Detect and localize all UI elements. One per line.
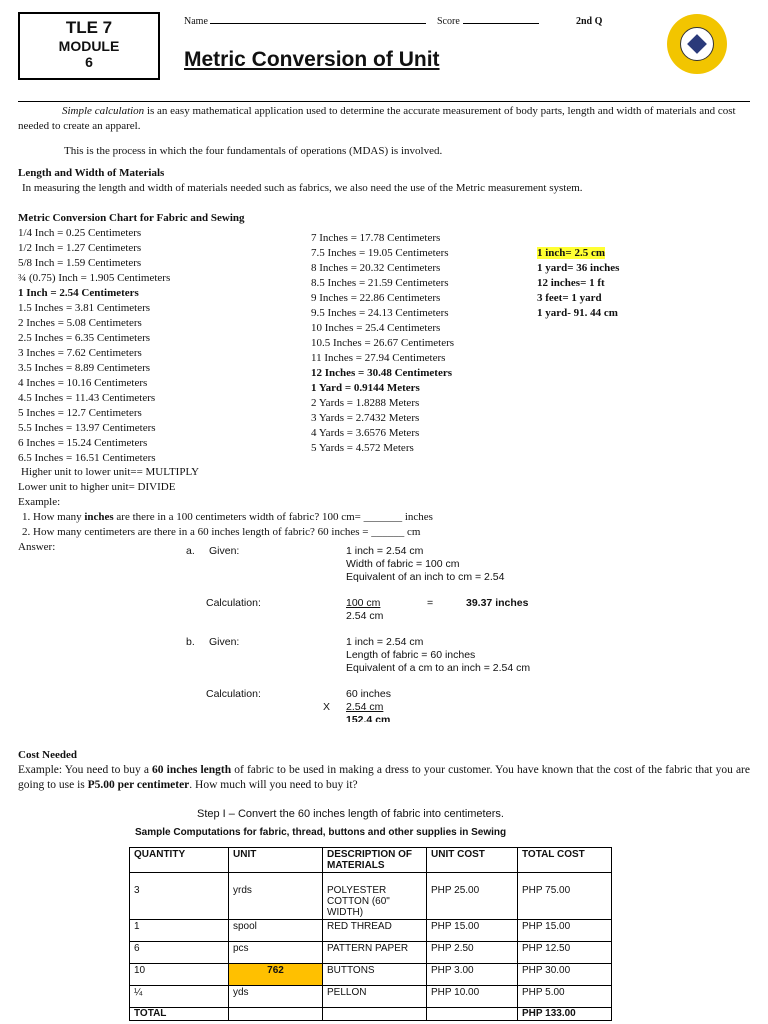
header-quantity: QUANTITY [130,848,229,873]
conversion-line: 11 Inches = 27.94 Centimeters [311,352,446,364]
header-total-cost: TOTAL COST [518,848,612,873]
length-heading: Length and Width of Materials [18,167,165,179]
answer-b-result-clip [340,714,410,722]
conversion-line: 3.5 Inches = 8.89 Centimeters [18,362,151,374]
answer-b-label: b. [186,636,195,648]
header-description: DESCRIPTION OF MATERIALS [323,848,427,873]
name-label: Name [184,16,208,27]
answer-a-label: a. [186,545,195,557]
conversion-line: 6.5 Inches = 16.51 Centimeters [18,452,156,464]
conversion-line: 9.5 Inches = 24.13 Centimeters [311,307,449,319]
answer-b-times: X [323,701,331,713]
conversion-line: 1.5 Inches = 3.81 Centimeters [18,302,151,314]
conversion-line: 5.5 Inches = 13.97 Centimeters [18,422,156,434]
highlighted-conversion: 1 inch= 2.5 cm [537,247,605,259]
conversion-line: 4.5 Inches = 11.43 Centimeters [18,392,156,404]
conversion-line: 5 Yards = 4.572 Meters [311,442,414,454]
conversion-line: 1/2 Inch = 1.27 Centimeters [18,242,142,254]
conversion-line: 2 Inches = 5.08 Centimeters [18,317,142,329]
total-label: TOTAL [130,1008,229,1021]
conversion-line: 1 Inch = 2.54 Centimeters [18,287,139,299]
rule-multiply: Higher unit to lower unit== MULTIPLY [21,466,200,478]
conversion-line: 7 Inches = 17.78 Centimeters [311,232,441,244]
example-question-2: 2. How many centimeters are there in a 60 inches length of fabric? 60 inches = ______ cm [22,526,421,538]
conversion-line: 3 Inches = 7.62 Centimeters [18,347,142,359]
length-text: In measuring the length and width of materials needed such as fabrics, we also need the use of the Metric measurement system. [22,182,583,194]
answer-b-result: 152.4 cm [346,714,391,722]
chart-heading: Metric Conversion Chart for Fabric and Sewing [18,212,245,224]
answer-a-equals: = [427,597,434,609]
intro-text: is an easy mathematical application used to determine the accurate measurement of body parts, length and width of materials and cost needed to create an apparel. [18,105,736,132]
answer-b-multiplier: 2.54 cm [346,701,384,713]
answer-a-given: 1 inch = 2.54 cm Width of fabric = 100 cm Equivalent of an inch to cm = 2.54 [346,545,505,583]
score-label: Score [437,16,460,27]
answer-a-denominator: 2.54 cm [346,610,384,622]
conversion-line: ¾ (0.75) Inch = 1.905 Centimeters [18,272,171,284]
conversion-line: 1 Yard = 0.9144 Meters [311,382,420,394]
intro-paragraph [18,104,750,134]
conversion-line: 5/8 Inch = 1.59 Centimeters [18,257,142,269]
school-seal-icon [667,14,727,74]
answer-a-result: 39.37 inches [466,597,529,609]
cost-table [129,847,612,1021]
score-field [437,16,539,27]
table-title: Sample Computations for fabric, thread, buttons and other supplies in Sewing [135,827,507,838]
table-row: 6 pcs PATTERN PAPER PHP 2.50 PHP 12.50 [130,942,612,964]
conversion-line: 1/4 Inch = 0.25 Centimeters [18,227,142,239]
conversion-line: 2.5 Inches = 6.35 Centimeters [18,332,151,344]
conversion-column-2 [311,231,454,456]
conversion-line: 10 Inches = 25.4 Centimeters [311,322,441,334]
conversion-line: 4 Yards = 3.6576 Meters [311,427,420,439]
answer-a-numerator: 100 cm [346,597,381,609]
conversion-line: 4 Inches = 10.16 Centimeters [18,377,148,389]
total-value: PHP 133.00 [518,1008,612,1021]
answer-b-given-label: Given: [209,636,240,648]
conversion-line: 3 Yards = 2.7432 Meters [311,412,420,424]
table-row: 10 762 BUTTONS PHP 3.00 PHP 30.00 [130,964,612,986]
conversion-line: 10.5 Inches = 26.67 Centimeters [311,337,455,349]
conversion-line: 12 Inches = 30.48 Centimeters [311,367,452,379]
cost-example: Example: You need to buy a 60 inches length of fabric to be used in making a dress to your customer. You have known that the cost of the fabric that you are going to use is P5.00 per centimeter. How much will you need to buy it? [18,764,750,791]
module-label: MODULE [58,38,120,54]
header-unit-cost: UNIT COST [427,848,518,873]
answer-a-given-label: Given: [209,545,240,557]
conversion-line: 12 inches= 1 ft [537,277,605,289]
table-header-row [130,848,612,873]
intro-mdas: This is the process in which the four fundamentals of operations (MDAS) is involved. [64,145,443,157]
quarter-label: 2nd Q [576,16,603,27]
table-row: 1 spool RED THREAD PHP 15.00 PHP 15.00 [130,920,612,942]
conversion-line: 9 Inches = 22.86 Centimeters [311,292,441,304]
table-total-row [130,1008,612,1021]
conversion-column-3 [537,246,619,321]
module-number: 6 [85,54,93,70]
table-row: 3 yrds POLYESTER COTTON (60" WIDTH) PHP 25.00 PHP 75.00 [130,873,612,920]
answer-b-top: 60 inches [346,688,391,700]
conversion-line: 8.5 Inches = 21.59 Centimeters [311,277,449,289]
header-unit: UNIT [229,848,323,873]
cost-heading: Cost Needed [18,749,77,761]
intro-term: Simple calculation [62,105,145,117]
module-subject: TLE 7 [65,18,113,37]
answer-b-given: 1 inch = 2.54 cm Length of fabric = 60 inches Equivalent of a cm to an inch = 2.54 cm [346,636,531,674]
rules-block [18,465,433,555]
example-label: Example: [18,496,61,508]
page-title: Metric Conversion of Unit [184,48,440,71]
highlighted-cell: 762 [229,964,323,986]
conversion-line: 1 yard- 91. 44 cm [537,307,618,319]
answer-a-calc-label: Calculation: [206,597,261,609]
conversion-line: 7.5 Inches = 19.05 Centimeters [311,247,449,259]
step-one: Step I – Convert the 60 inches length of fabric into centimeters. [197,808,504,820]
table-row: ¼ yds PELLON PHP 10.00 PHP 5.00 [130,986,612,1008]
rule-divide: Lower unit to higher unit= DIVIDE [18,481,176,493]
module-box [18,12,160,80]
name-field [184,16,426,27]
answer-b-calc-label: Calculation: [206,688,261,700]
conversion-line: 6 Inches = 15.24 Centimeters [18,437,148,449]
conversion-line: 8 Inches = 20.32 Centimeters [311,262,441,274]
conversion-line: 2 Yards = 1.8288 Meters [311,397,420,409]
answer-label: Answer: [18,541,56,553]
conversion-line: 1 yard= 36 inches [537,262,620,274]
example-question-1: 1. How many inches are there in a 100 centimeters width of fabric? 100 cm= _______ inches [22,511,433,523]
conversion-line: 5 Inches = 12.7 Centimeters [18,407,142,419]
header-divider [18,101,750,102]
conversion-line: 3 feet= 1 yard [537,292,602,304]
conversion-column-1 [18,226,170,466]
